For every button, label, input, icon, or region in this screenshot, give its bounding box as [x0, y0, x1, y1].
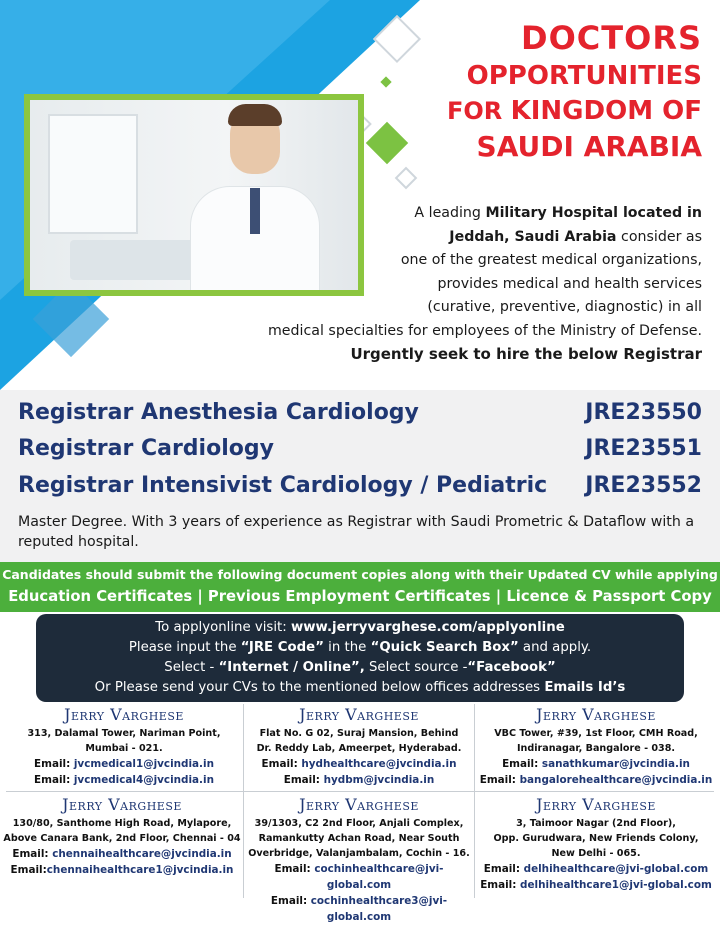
- offices-grid: [0, 702, 720, 923]
- apply-line-1: [36, 618, 684, 638]
- email-link[interactable]: delhihealthcare@jvi-global.com: [523, 863, 709, 875]
- office-brand: Jerry Varghese: [536, 795, 656, 814]
- email-label: Email:: [502, 758, 542, 770]
- apply-text: in the: [323, 640, 371, 655]
- office-email-row: [244, 756, 474, 772]
- office-bangalore: [475, 704, 717, 800]
- position-code: JRE23552: [585, 472, 702, 498]
- desc-line-3: one of the greatest medical organizations,: [400, 252, 702, 268]
- office-email-row: [244, 772, 474, 788]
- apply-text: and apply.: [518, 640, 592, 655]
- office-address: 39/1303, C2 2nd Floor, Anjali Complex,: [254, 818, 464, 829]
- office-chennai: [2, 794, 242, 898]
- email-link[interactable]: hydbm@jvcindia.in: [323, 774, 435, 786]
- apply-visit-text: To applyonline visit:: [155, 620, 291, 635]
- position-code: JRE23551: [585, 435, 702, 461]
- email-label: Email:: [283, 774, 324, 786]
- office-address: Flat No. G 02, Suraj Mansion, Behind: [259, 728, 459, 739]
- email-label: Email:: [12, 848, 53, 860]
- office-address: 3, Taimoor Nagar (2nd Floor),: [516, 818, 676, 829]
- office-email-row: [475, 861, 717, 877]
- office-brand: Jerry Varghese: [299, 705, 419, 724]
- email-link[interactable]: sanathkumar@jvcindia.in: [541, 758, 690, 770]
- office-email-row: [244, 861, 474, 893]
- email-label: Email:: [10, 864, 47, 876]
- position-row: [18, 467, 702, 503]
- photo-window: [48, 114, 138, 234]
- email-link[interactable]: cochinhealthcare3@jvi-global.com: [310, 895, 448, 923]
- apply-text: Select source -: [364, 660, 468, 675]
- position-row: [18, 430, 702, 466]
- office-hyderabad: [244, 704, 474, 800]
- office-brand: Jerry Varghese: [62, 795, 182, 814]
- position-row: [18, 394, 702, 430]
- documents-intro: Candidates should submit the following document copies along with their Updated CV while applying: [2, 567, 718, 582]
- apply-text: Or Please send your CVs to the mentioned below offices addresses: [94, 680, 545, 695]
- office-mumbai: [6, 704, 242, 800]
- hospital-description: [202, 202, 702, 367]
- desc-after: consider as: [616, 228, 702, 245]
- office-email-row: [6, 772, 242, 788]
- desc-line-6: medical specialties for employees of the Ministry of Defense.: [267, 322, 702, 339]
- email-label: Email:: [274, 863, 315, 875]
- email-link[interactable]: hydhealthcare@jvcindia.in: [301, 758, 457, 770]
- desc-pre: A leading: [414, 205, 486, 221]
- apply-line-4: [36, 678, 684, 698]
- email-link[interactable]: bangalorehealthcare@jvcindia.in: [519, 774, 713, 786]
- office-email-row: [475, 877, 717, 893]
- office-cochin: [244, 794, 474, 923]
- urgent-hiring-text: Urgently seek to hire the below Registrar: [350, 345, 702, 363]
- position-code: JRE23550: [585, 399, 702, 425]
- office-brand: Jerry Varghese: [299, 795, 419, 814]
- position-title: Registrar Intensivist Cardiology / Pediatric: [18, 472, 548, 498]
- email-label: Email:: [261, 758, 302, 770]
- email-label: Email:: [34, 758, 74, 770]
- office-email-row: [2, 846, 242, 862]
- title-kingdom: KINGDOM OF: [510, 96, 702, 126]
- position-title: Registrar Anesthesia Cardiology: [18, 399, 419, 425]
- desc-line-2: [202, 226, 702, 250]
- office-address: New Delhi - 065.: [551, 848, 641, 859]
- email-link[interactable]: jvcmedical4@jvcindia.in: [73, 774, 214, 786]
- desc-line-1: [202, 202, 702, 226]
- email-label: Email:: [480, 879, 521, 891]
- office-address: Dr. Reddy Lab, Ameerpet, Hyderabad.: [256, 743, 462, 754]
- email-link[interactable]: chennaihealthcare@jvcindia.in: [52, 848, 232, 860]
- desc-line-5: (curative, preventive, diagnostic) in all: [427, 299, 702, 315]
- apply-url-link[interactable]: www.jerryvarghese.com/applyonline: [290, 620, 565, 635]
- jre-code-label: “JRE Code”: [240, 640, 324, 655]
- title-line-2: OPPORTUNITIES: [466, 61, 702, 91]
- office-address: Overbridge, Valanjambalam, Cochin - 16.: [248, 848, 470, 859]
- email-link[interactable]: jvcmedical1@jvcindia.in: [73, 758, 214, 770]
- positions-section: [0, 390, 720, 562]
- position-title: Registrar Cardiology: [18, 435, 274, 461]
- email-label: Email:: [34, 774, 74, 786]
- email-link[interactable]: cochinhealthcare@jvi-global.com: [314, 863, 444, 891]
- email-label: Email:: [270, 895, 311, 907]
- documents-list: Education Certificates | Previous Employment Certificates | Licence & Passport Copy: [8, 588, 712, 605]
- office-address: 313, Dalamal Tower, Nariman Point,: [27, 728, 221, 739]
- quick-search-label: “Quick Search Box”: [370, 640, 519, 655]
- title-line-3: [447, 94, 702, 128]
- apply-line-3: [36, 658, 684, 678]
- header: [0, 0, 720, 390]
- office-address: Indiranagar, Bangalore - 038.: [516, 743, 676, 754]
- photo-hospital-bed: [70, 240, 210, 280]
- desc-bold-2: Jeddah, Saudi Arabia: [449, 228, 617, 245]
- desc-line-4: provides medical and health services: [437, 275, 702, 292]
- apply-text: Please input the: [128, 640, 241, 655]
- office-address: Ramankutty Achan Road, Near South: [258, 833, 460, 844]
- email-link[interactable]: chennaihealthcare1@jvcindia.in: [46, 864, 234, 876]
- desc-bold-1: Military Hospital located in: [485, 205, 702, 221]
- email-label: Email:: [483, 863, 524, 875]
- requirements-text: Master Degree. With 3 years of experience as Registrar with Saudi Prometric & Dataflow with a reputed hospital.: [18, 514, 695, 550]
- office-email-row: [475, 756, 717, 772]
- apply-text: Select -: [164, 660, 219, 675]
- email-label: Email:: [479, 774, 520, 786]
- office-address: Above Canara Bank, 2nd Floor, Chennai - 04: [3, 833, 241, 844]
- title-line-4: SAUDI ARABIA: [476, 130, 702, 163]
- title-line-1: DOCTORS: [521, 19, 702, 57]
- office-email-row: [475, 772, 717, 788]
- office-address: 130/80, Santhome High Road, Mylapore,: [12, 818, 232, 829]
- title-for: FOR: [446, 97, 503, 125]
- internet-online-label: “Internet / Online”,: [218, 660, 365, 675]
- emails-label: Emails Id’s: [544, 680, 626, 695]
- page-title: [447, 18, 702, 166]
- office-address: Mumbai - 021.: [85, 743, 163, 754]
- office-email-row: [2, 862, 242, 878]
- photo-doctor-hair: [228, 104, 282, 126]
- apply-instructions: [36, 614, 684, 702]
- office-address: VBC Tower, #39, 1st Floor, CMH Road,: [494, 728, 698, 739]
- office-brand: Jerry Varghese: [64, 705, 184, 724]
- apply-line-2: [36, 638, 684, 658]
- office-delhi: [475, 794, 717, 898]
- office-brand: Jerry Varghese: [536, 705, 656, 724]
- office-address: Opp. Gurudwara, New Friends Colony,: [493, 833, 699, 844]
- documents-banner: [0, 562, 720, 612]
- email-link[interactable]: delhihealthcare1@jvi-global.com: [520, 879, 712, 891]
- office-email-row: [244, 893, 474, 925]
- facebook-label: “Facebook”: [467, 660, 556, 675]
- office-email-row: [6, 756, 242, 772]
